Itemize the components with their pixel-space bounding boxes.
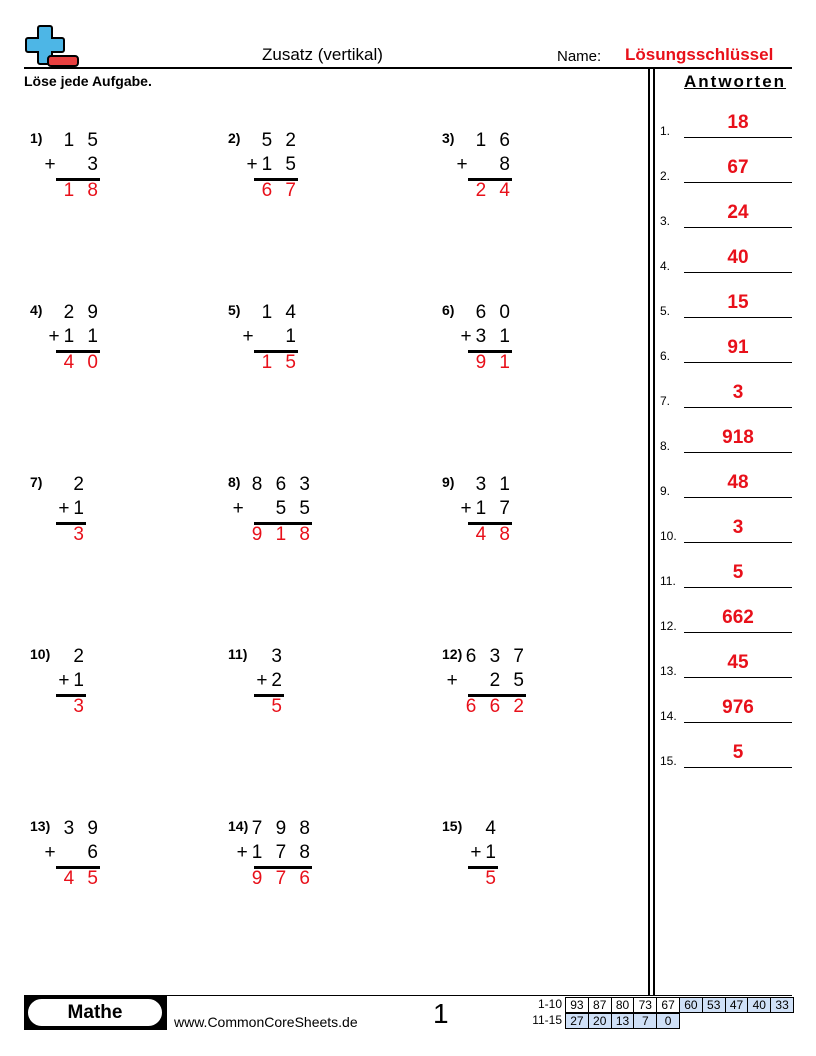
problem-8: [228, 474, 408, 564]
addend-bottom: +1: [58, 498, 88, 519]
answer-key-value: 5: [732, 742, 744, 763]
column-divider: [653, 68, 655, 996]
addend-top: 7 9 8: [251, 818, 314, 839]
answer-key-label: 9.: [660, 484, 671, 498]
answer-line: [684, 767, 792, 768]
answer: 1 8: [63, 180, 102, 201]
answer-key-value: 24: [727, 202, 749, 223]
addend-bottom: +1 7 8: [236, 842, 314, 863]
answer-key-item: [660, 333, 795, 363]
answer-line: [684, 182, 792, 183]
score-cell: 13: [611, 1013, 635, 1029]
score-cell: 47: [725, 997, 749, 1013]
answer-key-label: 14.: [660, 709, 677, 723]
answer-key-label: 1.: [660, 124, 671, 138]
score-cell: 20: [588, 1013, 612, 1029]
answer-key-value: 3: [732, 382, 744, 403]
problem-10: [30, 646, 210, 736]
addend-top: 1 6: [475, 130, 514, 151]
score-cell: 87: [588, 997, 612, 1013]
score-row-label: 1-10: [537, 997, 562, 1011]
score-cell: 7: [633, 1013, 657, 1029]
problem-15: [442, 818, 622, 908]
answer-key-item: [660, 648, 795, 678]
answer: 9 1 8: [251, 524, 314, 545]
score-cell: 0: [656, 1013, 680, 1029]
answer-key-label: 6.: [660, 349, 671, 363]
answer: 4 8: [475, 524, 514, 545]
answer-key-value: 3: [732, 517, 744, 538]
addend-bottom: + 5 5: [232, 498, 314, 519]
problem-number: 12): [442, 646, 463, 662]
answer-key-item: [660, 108, 795, 138]
score-cell: 93: [565, 997, 589, 1013]
score-cell: 80: [611, 997, 635, 1013]
addend-bottom: +2: [256, 670, 286, 691]
answer: 4 5: [63, 868, 102, 889]
answer-line: [684, 497, 792, 498]
score-cell: 67: [656, 997, 680, 1013]
score-cell: 53: [702, 997, 726, 1013]
answer-key-label: 4.: [660, 259, 671, 273]
answers-heading: Antworten: [684, 72, 787, 91]
problem-number: 2): [228, 130, 241, 146]
answer: 9 1: [475, 352, 514, 373]
addend-top: 6 3 7: [465, 646, 528, 667]
name-label: Name:: [557, 48, 602, 65]
addend-bottom: +1: [470, 842, 500, 863]
problem-number: 1): [30, 130, 43, 146]
answer-key-value: 45: [727, 652, 749, 673]
answer-line: [684, 362, 792, 363]
addend-top: 8 6 3: [251, 474, 314, 495]
problem-number: 7): [30, 474, 43, 490]
answer: 6 6 2: [465, 696, 528, 717]
answer-key-label: 5.: [660, 304, 671, 318]
answer-key-item: [660, 198, 795, 228]
addend-top: 6 0: [475, 302, 514, 323]
answer-key-item: [660, 288, 795, 318]
problem-number: 4): [30, 302, 43, 318]
answer: 9 7 6: [251, 868, 314, 889]
problem-4: [30, 302, 210, 392]
score-cell: 73: [633, 997, 657, 1013]
score-cell: 33: [770, 997, 794, 1013]
website-link[interactable]: www.CommonCoreSheets.de: [174, 1014, 358, 1030]
answer-line: [684, 632, 792, 633]
problem-3: [442, 130, 622, 220]
addend-bottom: +1 7: [460, 498, 514, 519]
answer-line: [684, 137, 792, 138]
answer-key-item: [660, 693, 795, 723]
score-cell: 60: [679, 997, 703, 1013]
answer-key-label: 10.: [660, 529, 677, 543]
answer: 5: [271, 696, 286, 717]
problem-13: [30, 818, 210, 908]
answer: 2 4: [475, 180, 514, 201]
problem-6: [442, 302, 622, 392]
answer-line: [684, 542, 792, 543]
addend-top: 3 1: [475, 474, 514, 495]
problem-number: 6): [442, 302, 455, 318]
answer-key-label: 8.: [660, 439, 671, 453]
problem-number: 10): [30, 646, 51, 662]
answer-key-label: 15.: [660, 754, 677, 768]
answer: 3: [73, 696, 88, 717]
instructions: Löse jede Aufgabe.: [24, 73, 152, 89]
name-value: Lösungsschlüssel: [625, 45, 774, 64]
answer-key-value: 48: [727, 472, 749, 493]
answer: 1 5: [261, 352, 300, 373]
addend-bottom: + 1: [242, 326, 300, 347]
answer-key-value: 5: [732, 562, 744, 583]
answer-key-value: 40: [727, 247, 749, 268]
answer-line: [684, 587, 792, 588]
score-cell: 27: [565, 1013, 589, 1029]
answer-line: [684, 272, 792, 273]
addend-bottom: + 6: [44, 842, 102, 863]
answer-key-label: 7.: [660, 394, 671, 408]
addend-top: 2: [73, 646, 88, 667]
worksheet-title: Zusatz (vertikal): [262, 45, 383, 64]
answer-line: [684, 452, 792, 453]
problem-number: 15): [442, 818, 463, 834]
addend-bottom: + 8: [456, 154, 514, 175]
answer-key-value: 662: [722, 607, 754, 628]
answer-key-label: 3.: [660, 214, 671, 228]
problem-12: [442, 646, 622, 736]
answer: 5: [485, 868, 500, 889]
addend-top: 1 4: [261, 302, 300, 323]
answer-key-value: 18: [727, 112, 749, 133]
answer-line: [684, 227, 792, 228]
problem-number: 14): [228, 818, 249, 834]
addend-top: 1 5: [63, 130, 102, 151]
problem-number: 8): [228, 474, 241, 490]
subject-badge: Mathe: [28, 999, 162, 1026]
score-cell: 40: [747, 997, 771, 1013]
column-divider: [648, 68, 650, 996]
answer-key-item: [660, 153, 795, 183]
answer-key-value: 918: [722, 427, 754, 448]
answer-key-label: 11.: [660, 574, 676, 588]
page-number: 1: [433, 998, 449, 1029]
header-divider: [24, 67, 792, 69]
answer-key-item: [660, 423, 795, 453]
problem-1: [30, 130, 210, 220]
addend-top: 3: [271, 646, 286, 667]
problem-number: 3): [442, 130, 455, 146]
answer-key-value: 67: [727, 157, 749, 178]
addend-bottom: +1 5: [246, 154, 300, 175]
problem-2: [228, 130, 408, 220]
answer-key-value: 976: [722, 697, 754, 718]
addend-bottom: +1: [58, 670, 88, 691]
answer-line: [684, 677, 792, 678]
answer-key-item: [660, 468, 795, 498]
plus-minus-logo-icon: [22, 24, 80, 68]
answer: 6 7: [261, 180, 300, 201]
problem-number: 9): [442, 474, 455, 490]
addend-top: 5 2: [261, 130, 300, 151]
answer-key-item: [660, 513, 795, 543]
answer: 3: [73, 524, 88, 545]
answer-key-item: [660, 558, 795, 588]
problem-number: 13): [30, 818, 51, 834]
problem-number: 5): [228, 302, 241, 318]
answer-key-value: 91: [727, 337, 749, 358]
problem-number: 11): [228, 646, 248, 662]
answer-line: [684, 407, 792, 408]
answer-line: [684, 722, 792, 723]
answer-key-item: [660, 738, 795, 768]
answer-key-value: 15: [727, 292, 749, 313]
score-row-label: 11-15: [532, 1013, 562, 1027]
problem-7: [30, 474, 210, 564]
answer: 4 0: [63, 352, 102, 373]
addend-bottom: +3 1: [460, 326, 514, 347]
addend-bottom: +1 1: [48, 326, 102, 347]
addend-bottom: + 2 5: [446, 670, 528, 691]
answer-key-label: 13.: [660, 664, 677, 678]
answer-line: [684, 317, 792, 318]
answer-key-label: 2.: [660, 169, 671, 183]
answer-key-item: [660, 243, 795, 273]
addend-top: 4: [485, 818, 500, 839]
addend-bottom: + 3: [44, 154, 102, 175]
addend-top: 2: [73, 474, 88, 495]
problem-14: [228, 818, 408, 908]
answer-key-item: [660, 603, 795, 633]
problem-5: [228, 302, 408, 392]
addend-top: 2 9: [63, 302, 102, 323]
problem-9: [442, 474, 622, 564]
answer-key-label: 12.: [660, 619, 677, 633]
problem-11: [228, 646, 408, 736]
answer-key-item: [660, 378, 795, 408]
addend-top: 3 9: [63, 818, 102, 839]
